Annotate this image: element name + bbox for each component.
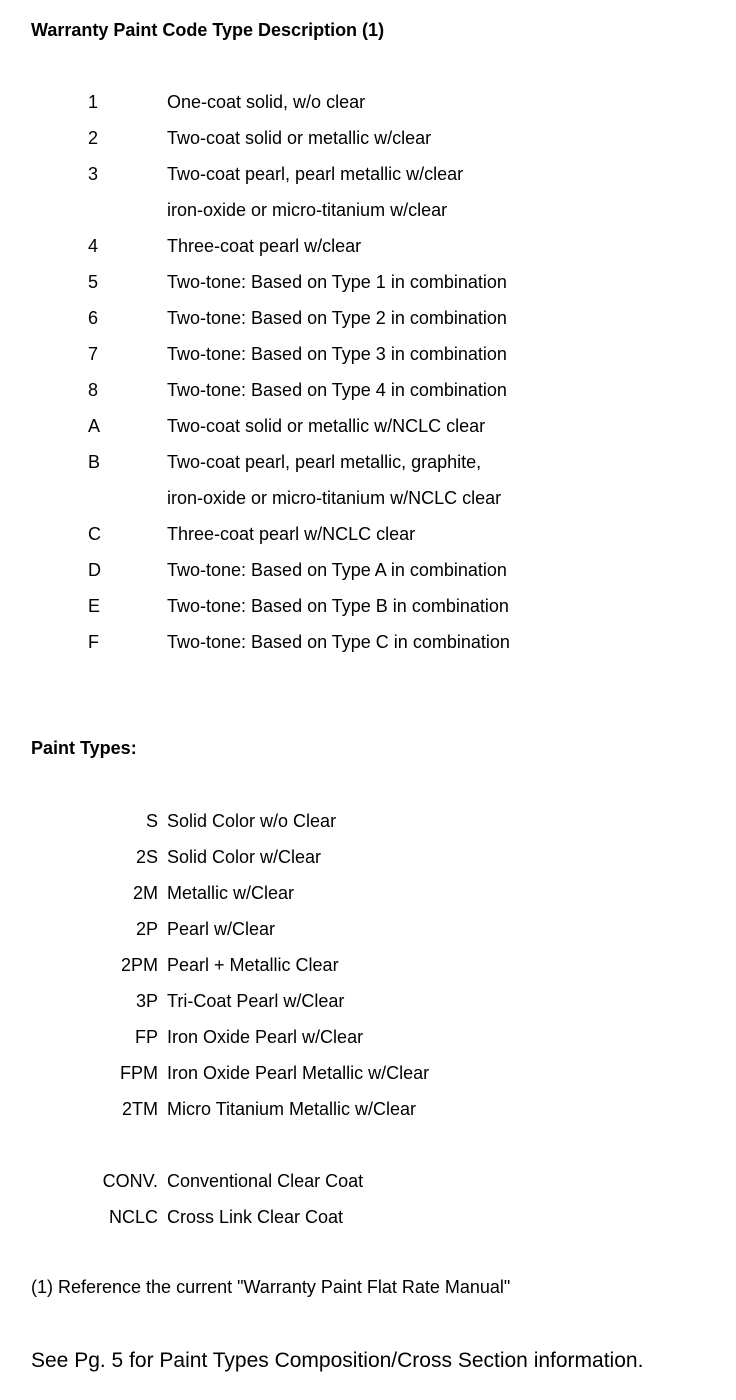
paint-code-row [0, 162, 736, 198]
clear-coat-list [0, 1169, 736, 1241]
paint-code: C [88, 524, 101, 544]
paint-code-row [0, 558, 736, 594]
paint-type-row [0, 953, 736, 989]
paint-type-description: Solid Color w/Clear [167, 847, 322, 867]
paint-type-row [0, 881, 736, 917]
paint-code-description: iron-oxide or micro-titanium w/clear [167, 200, 448, 220]
paint-type-row [0, 845, 736, 881]
paint-type-abbreviation: FPM [120, 1063, 158, 1083]
clear-coat-description: Conventional Clear Coat [167, 1171, 364, 1191]
paint-code: 7 [88, 344, 99, 364]
paint-code: D [88, 560, 101, 580]
paint-code-row [0, 270, 736, 306]
paint-types-heading: Paint Types: [31, 738, 137, 758]
paint-type-row [0, 1097, 736, 1133]
paint-code: 6 [88, 308, 99, 328]
paint-type-description: Iron Oxide Pearl w/Clear [167, 1027, 364, 1047]
clear-coat-row [0, 1169, 736, 1205]
paint-type-description: Iron Oxide Pearl Metallic w/Clear [167, 1063, 430, 1083]
paint-code-row [0, 126, 736, 162]
paint-code-description: Three-coat pearl w/clear [167, 236, 362, 256]
paint-type-description: Pearl + Metallic Clear [167, 955, 339, 975]
clear-coat-abbreviation: CONV. [102, 1171, 158, 1191]
paint-code-row [0, 594, 736, 630]
paint-code-row [0, 486, 736, 522]
paint-code: F [88, 632, 99, 652]
paint-type-row [0, 917, 736, 953]
paint-code-row [0, 342, 736, 378]
paint-type-abbreviation: FP [134, 1027, 158, 1047]
paint-code-description: Two-tone: Based on Type B in combination [167, 596, 509, 616]
paint-code: A [88, 416, 101, 436]
paint-code: B [88, 452, 101, 472]
paint-code: 2 [88, 128, 99, 148]
paint-type-description: Micro Titanium Metallic w/Clear [167, 1099, 417, 1119]
paint-type-description: Solid Color w/o Clear [167, 811, 337, 831]
paint-code-description: Two-tone: Based on Type 4 in combination [167, 380, 507, 400]
paint-type-abbreviation: 2PM [120, 955, 158, 975]
paint-code-row [0, 90, 736, 126]
paint-code-description: Two-tone: Based on Type C in combination [167, 632, 510, 652]
paint-code-description: Two-coat pearl, pearl metallic w/clear [167, 164, 464, 184]
paint-type-row [0, 1061, 736, 1097]
paint-code-row [0, 630, 736, 666]
paint-type-abbreviation: 3P [135, 991, 158, 1011]
paint-code-row [0, 198, 736, 234]
paint-type-abbreviation: S [145, 811, 158, 831]
paint-type-description: Pearl w/Clear [167, 919, 276, 939]
clear-coat-abbreviation: NCLC [108, 1207, 158, 1227]
paint-code-row [0, 414, 736, 450]
paint-code: 4 [88, 236, 99, 256]
paint-code-list [0, 90, 736, 666]
paint-type-list [0, 809, 736, 1133]
paint-type-abbreviation: 2TM [122, 1099, 158, 1119]
clear-coat-description: Cross Link Clear Coat [167, 1207, 344, 1227]
paint-type-abbreviation: 2M [132, 883, 158, 903]
paint-code-row [0, 450, 736, 486]
paint-code-description: Two-tone: Based on Type 2 in combination [167, 308, 507, 328]
paint-code: 1 [88, 92, 99, 112]
paint-code: 5 [88, 272, 99, 292]
paint-code-description: Two-tone: Based on Type 1 in combination [167, 272, 507, 292]
paint-code-description: Two-coat solid or metallic w/clear [167, 128, 432, 148]
paint-type-row [0, 809, 736, 845]
paint-code-description: One-coat solid, w/o clear [167, 92, 366, 112]
paint-code-description: Two-coat solid or metallic w/NCLC clear [167, 416, 486, 436]
paint-code-description: Two-tone: Based on Type 3 in combination [167, 344, 507, 364]
paint-type-description: Metallic w/Clear [167, 883, 295, 903]
paint-code-row [0, 306, 736, 342]
paint-type-row [0, 1025, 736, 1061]
see-page-note: See Pg. 5 for Paint Types Composition/Cross Section information. [31, 1349, 644, 1372]
paint-type-abbreviation: 2S [135, 847, 158, 867]
paint-code-description: Three-coat pearl w/NCLC clear [167, 524, 416, 544]
paint-code-description: Two-coat pearl, pearl metallic, graphite, [167, 452, 482, 472]
paint-code-row [0, 378, 736, 414]
footnote: (1) Reference the current "Warranty Paint Flat Rate Manual" [31, 1277, 511, 1297]
paint-code-description: Two-tone: Based on Type A in combination [167, 560, 507, 580]
clear-coat-row [0, 1205, 736, 1241]
paint-type-abbreviation: 2P [135, 919, 158, 939]
paint-code: 8 [88, 380, 99, 400]
document-title: Warranty Paint Code Type Description (1) [31, 20, 385, 40]
paint-type-description: Tri-Coat Pearl w/Clear [167, 991, 345, 1011]
paint-type-row [0, 989, 736, 1025]
paint-code-row [0, 234, 736, 270]
paint-code-row [0, 522, 736, 558]
paint-code: 3 [88, 164, 99, 184]
paint-code: E [88, 596, 101, 616]
paint-code-description: iron-oxide or micro-titanium w/NCLC clear [167, 488, 502, 508]
